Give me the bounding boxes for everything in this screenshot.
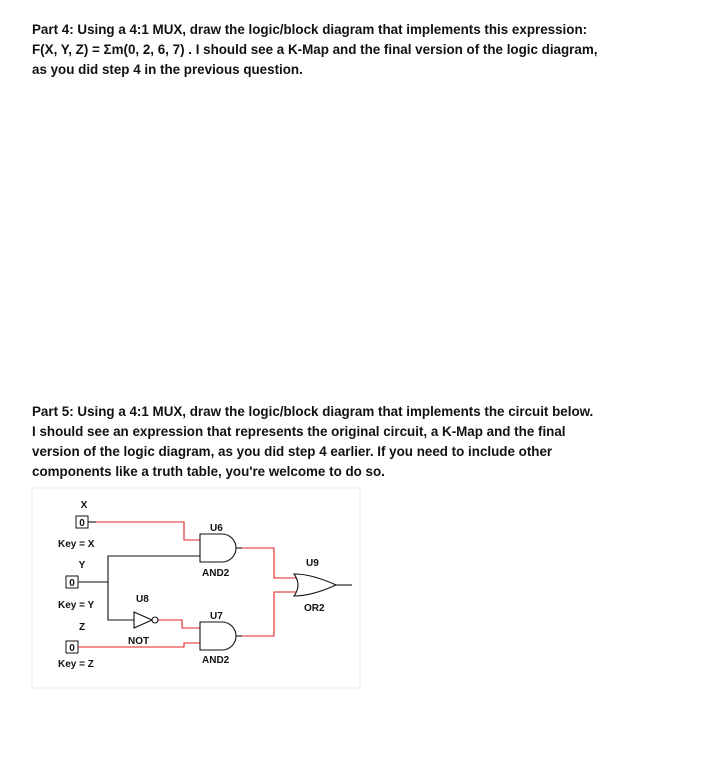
part5-line-3: version of the logic diagram, as you did step 4 earlier. If you need to include other [32,444,553,459]
input-z-value: 0 [69,643,75,654]
input-y-value: 0 [69,578,75,589]
input-x-value: 0 [79,518,85,529]
part5-line-2: I should see an expression that represents the original circuit, a K-Map and the final [32,424,566,439]
input-y-label: Y [78,560,86,571]
input-z-key: Key = Z [58,659,94,670]
input-z-label: Z [78,622,86,633]
u7-and-gate[interactable] [200,622,242,650]
part4-line-1: Part 4: Using a 4:1 MUX, draw the logic/block diagram that implements this expression: [32,22,588,37]
u8-ref-label: U8 [136,594,149,605]
u9-type-label: OR2 [304,603,325,614]
input-y-key: Key = Y [58,600,95,611]
wire-u7-to-u9 [242,592,296,636]
part4-line-2: F(X, Y, Z) = Σm(0, 2, 6, 7) . I should see a K-Map and the final version of the logic diagram, [32,42,598,57]
wire-y-to-u6 [78,556,200,582]
u6-ref-label: U6 [210,523,223,534]
part5-line-1: Part 5: Using a 4:1 MUX, draw the logic/block diagram that implements the circuit below. [32,404,594,419]
u6-type-label: AND2 [202,568,230,579]
u9-ref-label: U9 [306,558,319,569]
part5-line-4: components like a truth table, you're welcome to do so. [32,464,385,479]
u8-type-label: NOT [128,636,150,647]
u9-or-gate[interactable] [294,574,336,596]
u8-not-gate[interactable] [134,612,158,628]
u6-and-gate[interactable] [200,534,242,562]
input-x-key: Key = X [58,539,95,550]
input-x-label: X [80,500,88,511]
part4-line-3: as you did step 4 in the previous question. [32,62,303,77]
u7-type-label: AND2 [202,655,230,666]
wire-x-to-u6 [88,522,200,540]
wire-y-to-not [108,582,134,620]
wire-u6-to-u9 [242,548,296,578]
u7-ref-label: U7 [210,611,223,622]
wire-not-to-u7 [158,620,200,628]
